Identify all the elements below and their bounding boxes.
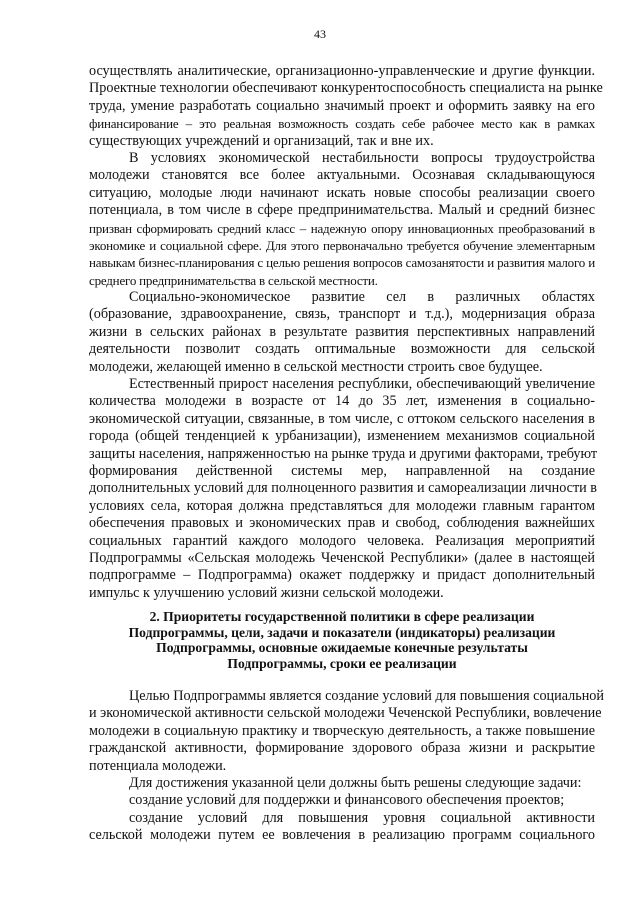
heading-line: Подпрограммы, основные ожидаемые конечные результаты [156, 640, 528, 656]
text-line: сельской молодежи путем ее вовлечения в реализацию программ социального [89, 827, 595, 844]
text-line: экономике и социальной сфере. Для этого первоначально требуется обучение элементарным [89, 237, 595, 253]
text-line: обеспечения правовых и экономических прав и свобод, соблюдения важнейших [89, 515, 595, 532]
text-line: потенциала, в том числе в сфере предпринимательства. Малый и средний бизнес [89, 202, 595, 219]
text-line: количества молодежи в возрасте от 14 до 35 лет, изменения в социально- [89, 393, 595, 410]
text-line: В условиях экономической нестабильности вопросы трудоустройства [129, 149, 595, 166]
text-line: молодежи становятся все более актуальными. Осознавая складывающуюся [89, 167, 595, 184]
text-line: Для достижения указанной цели должны быть решены следующие задачи: [129, 774, 582, 791]
heading-line: Подпрограммы, сроки ее реализации [227, 655, 457, 671]
heading-line: 2. Приоритеты государственной политики в сфере реализации [149, 609, 535, 624]
text-line: социальных гарантий каждого молодого человека. Реализация мероприятий [89, 532, 595, 549]
text-line: молодежи, желающей именно в сельской местности строить свое будущее. [89, 358, 543, 375]
text-line: защиты населения, напряженностью на рынке труда и другими факторами, требуют [89, 445, 598, 462]
text-line: потенциала молодежи. [89, 757, 227, 774]
text-line: экономической ситуации, связанные, в том числе, с оттоком сельского населения в [89, 410, 595, 427]
text-line: дополнительных условий для полноценного развития и самореализации личности в [89, 480, 597, 497]
text-line: молодежи в социальную практику и творческую деятельность, а также повышение [89, 722, 595, 739]
text-line: условиях села, которая должна представляться для молодежи главным гарантом [89, 497, 595, 514]
text-line: существующих учреждений и организаций, так и вне их. [89, 132, 434, 149]
text-line: Естественный прирост населения республики, обеспечивающий увеличение [129, 376, 595, 393]
text-line: Социально-экономическое развитие сел в различных областях [129, 289, 595, 306]
text-line: среднего предпринимательства в сельской местности. [89, 272, 378, 288]
text-line: деятельности позволит создать оптимальные возможности для сельской [89, 341, 595, 358]
text-line: (образование, здравоохранение, связь, транспорт и т.д.), модернизация образа [89, 306, 595, 323]
text-line: Проектные технологии обеспечивают конкурентоспособность специалиста на рынке [89, 80, 603, 97]
text-line: Подпрограммы «Сельская молодежь Чеченской Республики» (далее в настоящей [89, 549, 595, 566]
text-line: навыкам бизнес-планирования с целью решения вопросов самозанятости и развития малого и [89, 255, 595, 271]
text-line: формирования действенной системы мер, направленной на создание [89, 462, 595, 479]
text-line: подпрограмме – Подпрограмма) окажет поддержку и придаст дополнительный [89, 567, 595, 584]
text-line: призван сформировать средний класс – надежную опору инновационных преобразований в [89, 220, 595, 236]
heading-line: Подпрограммы, цели, задачи и показатели (индикаторы) реализации [128, 624, 556, 640]
text-line: города (общей тенденцией к урбанизации), изменением механизмов социальной [89, 428, 595, 445]
text-line: ситуацию, молодые люди начинают искать новые способы реализации своего [89, 184, 595, 201]
body-text-top [89, 63, 603, 602]
text-line: финансирование – это реальная возможность создать себе рабочее место как в рамках [89, 116, 595, 132]
page-number: 43 [314, 27, 326, 41]
text-line: жизни в сельских районах в результате развития перспективных направлений [89, 323, 595, 340]
text-line: осуществлять аналитические, организационно-управленческие и другие функции. [89, 63, 595, 79]
text-line: труда, умение разработать социально значимый проект и оформить заявку на его [89, 97, 595, 114]
text-line: и экономической активности сельской молодежи Чеченской Республики, вовлечение [89, 705, 602, 722]
text-line: гражданской активности, формирование здорового образа жизни и раскрытие [89, 740, 595, 757]
body-text-bottom [89, 688, 604, 845]
text-line: импульс к улучшению условий жизни сельской молодежи. [89, 584, 444, 601]
text-line: Целью Подпрограммы является создание условий для повышения социальной [129, 688, 604, 704]
section-heading [89, 609, 595, 671]
text-line: создание условий для повышения уровня социальной активности [129, 809, 595, 826]
text-line: создание условий для поддержки и финансового обеспечения проектов; [129, 792, 565, 809]
